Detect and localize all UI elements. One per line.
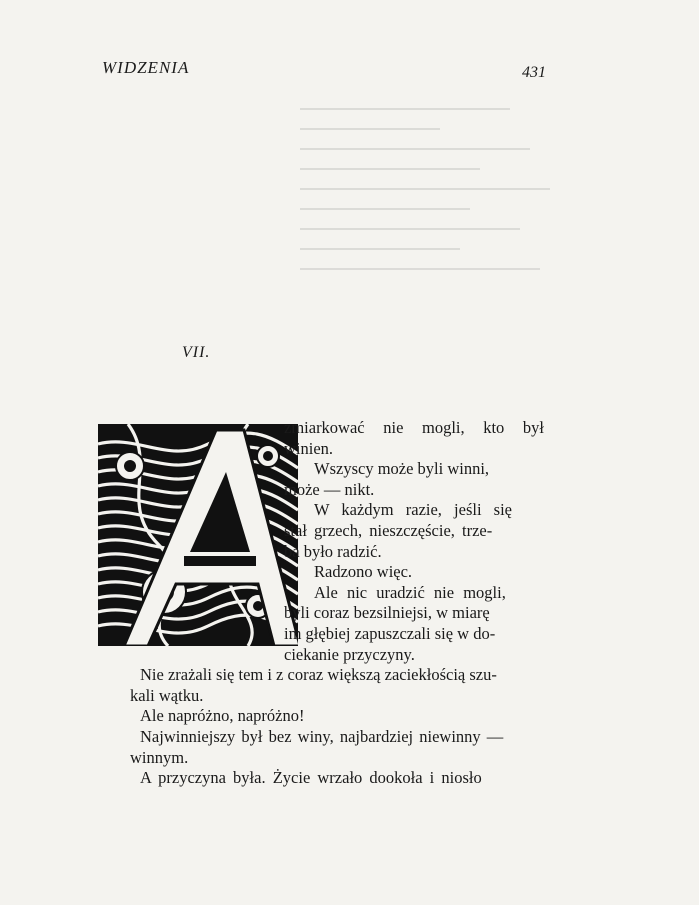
text-line: Nie zrażali się tem i z coraz większą zaciekłością szu-: [140, 665, 497, 685]
text-line: Ale napróżno, napróżno!: [140, 706, 305, 726]
text-line: Radzono więc.: [314, 562, 413, 582]
text-line: winien.: [284, 438, 334, 458]
text-line: ciekanie przyczyny.: [284, 644, 415, 664]
text-line: kali wątku.: [130, 685, 204, 705]
text-line: może — nikt.: [284, 479, 375, 499]
text-line: im głębiej zapuszczali się w do-: [284, 623, 496, 643]
running-header: WIDZENIA: [102, 58, 190, 77]
text-line: winnym.: [130, 747, 189, 767]
text-line: zmiarkować nie mogli, kto był: [284, 418, 544, 437]
text-line: A przyczyna była. Życie wrzało dookoła i niosło: [140, 768, 482, 788]
text-line: Ale nic uradzić nie mogli,: [314, 582, 506, 602]
chapter-numeral: VII.: [182, 344, 211, 361]
text-line: Najwinniejszy był bez winy, najbardziej niewinny —: [140, 726, 504, 746]
body-text: [130, 418, 544, 789]
text-line: W każdym razie, jeśli się: [314, 500, 513, 520]
show-through-text: [300, 90, 630, 420]
text-line: byli coraz bezsilniejsi, w miarę: [284, 603, 490, 623]
text-line: stał grzech, nieszczęście, trze-: [284, 520, 493, 540]
page-number: 431: [522, 64, 546, 81]
text-line: Wszyscy może byli winni,: [314, 459, 490, 479]
text-line: ba było radzić.: [284, 541, 382, 561]
